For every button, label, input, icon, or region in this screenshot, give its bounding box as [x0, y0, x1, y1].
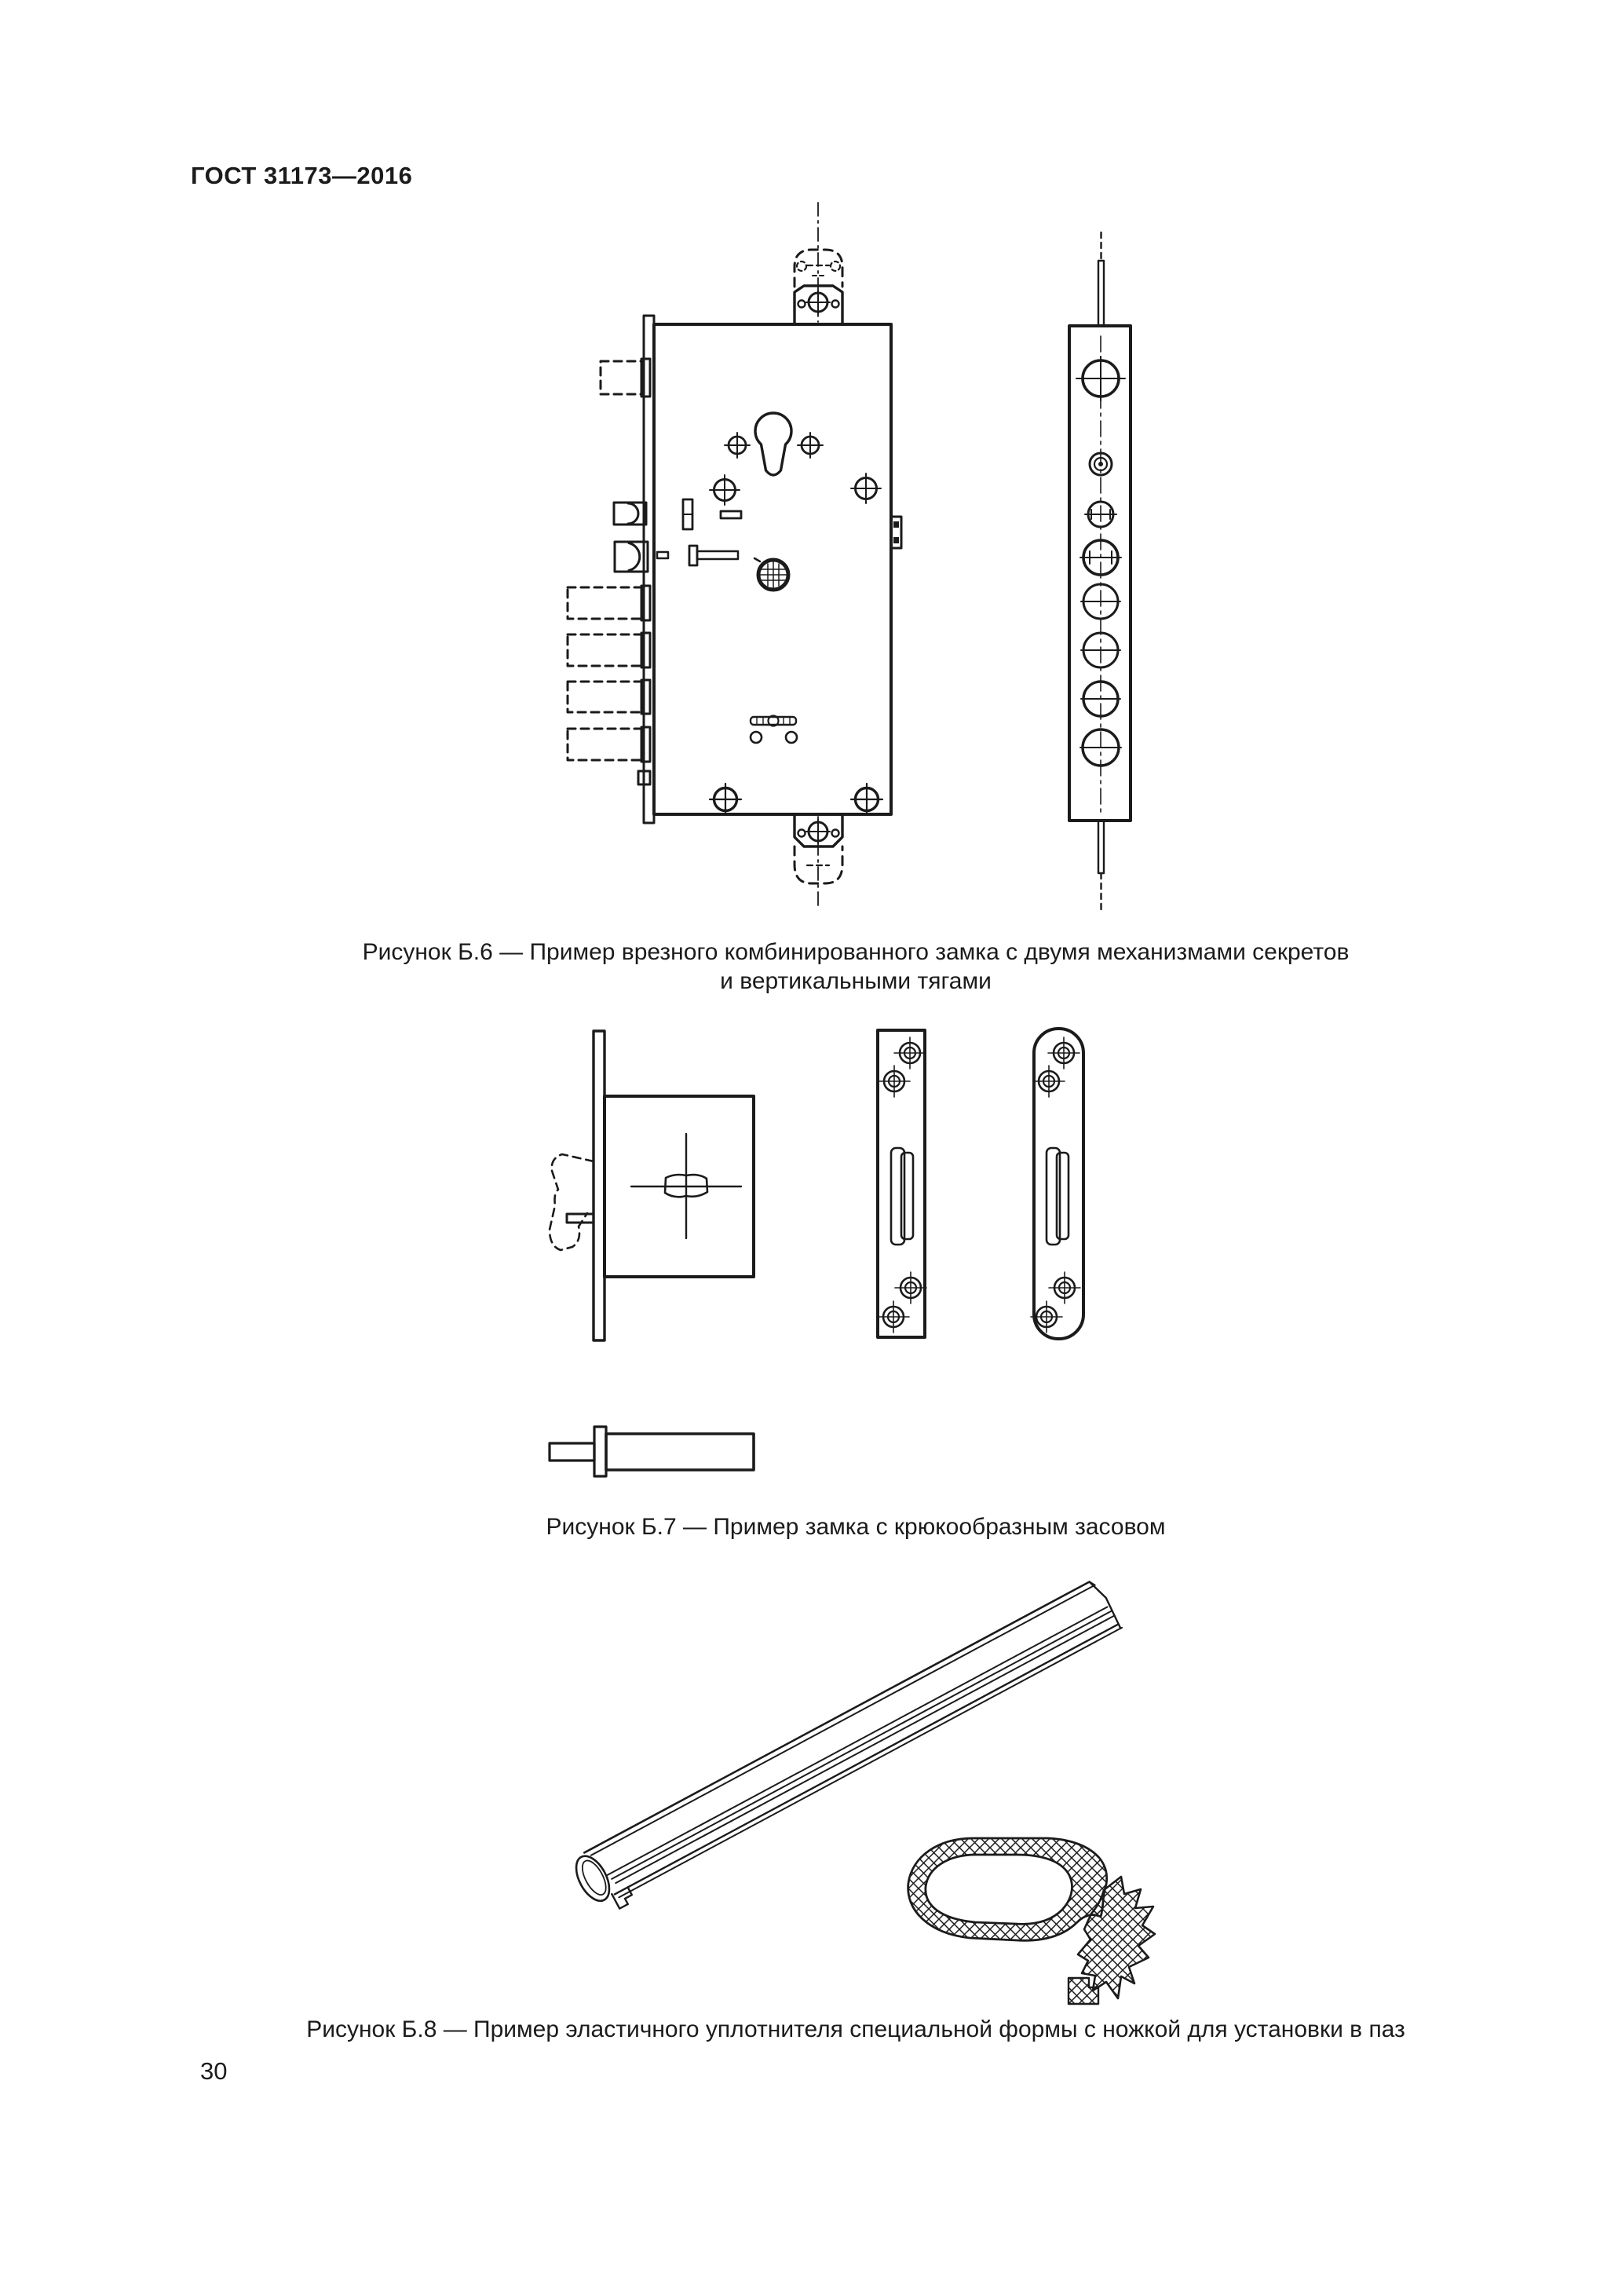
lever-detail — [751, 716, 797, 744]
internal-parts — [657, 499, 741, 565]
vertical-rod-bottom — [1098, 821, 1104, 909]
strike-plate-rect — [878, 1030, 926, 1337]
faceplate — [594, 1031, 605, 1340]
hook-bolt-lock — [550, 1031, 754, 1340]
screw — [725, 433, 750, 458]
dashed-bolt-throws — [568, 586, 650, 784]
lock-front-view — [568, 203, 901, 907]
bottom-rod-bracket — [795, 814, 842, 907]
vertical-rod-top — [1098, 232, 1104, 326]
screw — [851, 473, 881, 503]
figure-b7-drawing — [550, 1029, 1083, 1476]
strip-end-face — [1090, 1578, 1122, 1631]
seal-cross-section — [908, 1838, 1155, 2004]
screw — [710, 784, 741, 815]
strike-plate-rounded — [1031, 1029, 1083, 1339]
bolt-guide — [567, 1214, 594, 1223]
screw — [710, 475, 740, 505]
seal-strip-3d — [568, 1578, 1127, 1919]
figure-b6-caption-line1: Рисунок Б.6 — Пример врезного комбинированного замка с двумя механизмами секретов — [362, 939, 1350, 965]
hook-bolt-dashed — [550, 1154, 594, 1250]
lock-side-view — [1069, 232, 1131, 909]
lock-pin — [550, 1427, 754, 1476]
crosshair — [631, 1134, 741, 1238]
top-rod-bracket — [795, 203, 842, 324]
figure-b6-drawing — [568, 203, 1131, 909]
screw — [851, 784, 882, 815]
figure-b8-drawing — [568, 1578, 1155, 2004]
screw — [798, 433, 823, 458]
page-number: 30 — [200, 2057, 228, 2085]
figure-b6-caption-line2: и вертикальными тягами — [720, 968, 992, 994]
document-header: ГОСТ 31173—2016 — [191, 162, 413, 189]
euro-cylinder-keyhole — [755, 413, 791, 475]
square-follower-nut — [754, 558, 788, 590]
seal-ring-wall — [908, 1838, 1107, 1940]
figure-b7-caption: Рисунок Б.7 — Пример замка с крюкообразным засовом — [546, 1514, 1166, 1540]
figure-b6-caption — [45, 938, 1622, 996]
figure-b8-caption: Рисунок Б.8 — Пример эластичного уплотнителя специальной формы с ножкой для установки в паз — [306, 2016, 1405, 2042]
